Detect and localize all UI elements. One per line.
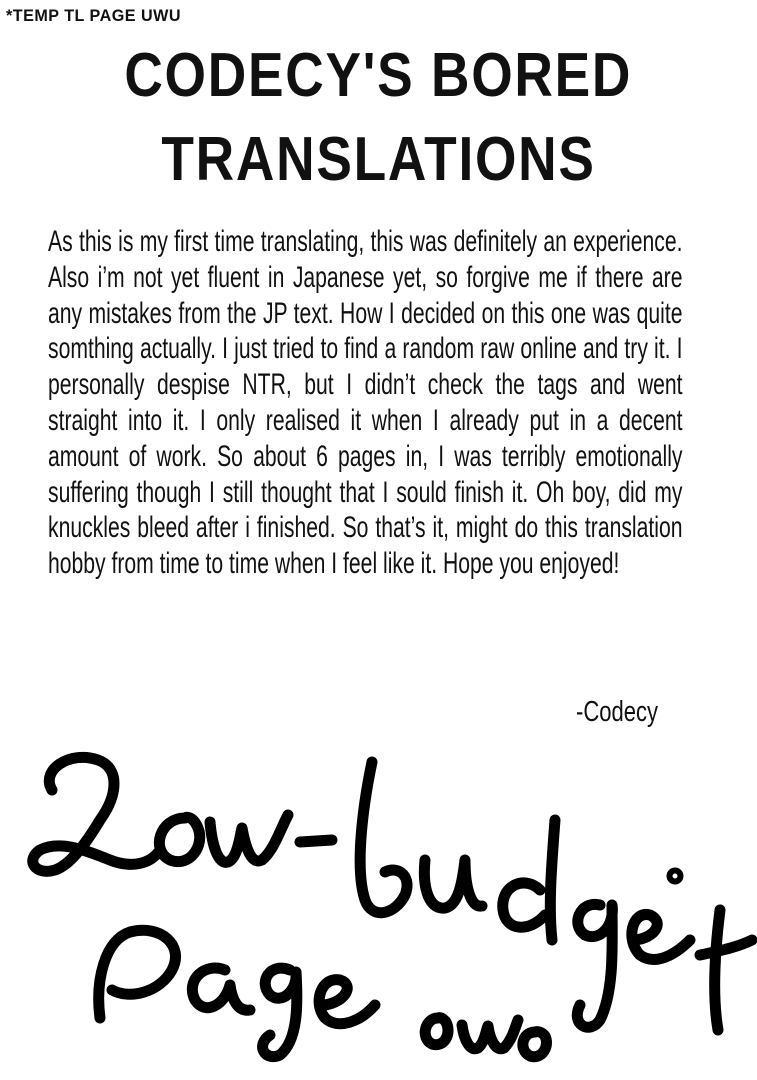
handwritten-scribble bbox=[0, 700, 757, 1080]
translator-note: As this is my first time translating, this was definitely an experience. Also i’m not yet fluent in Japanese yet, so forgive me if there are any mistakes from the JP text. How I decided on this one was quite somthing actually. I just tried to find a random raw online and try it. I personally despise NTR, but I didn’t check the tags and went straight into it. I only realised it when I already put in a decent amount of work. So about 6 pages in, I was terribly emotionally suffering though I still thought that I sould finish it. Oh boy, did my knuckles bleed after i finished. So that’s it, might do this translation hobby from time to time when I feel like it. Hope you enjoyed! bbox=[48, 225, 683, 581]
signature: -Codecy bbox=[576, 696, 659, 728]
handwritten-page-owo bbox=[99, 930, 547, 1056]
title-line-2: TRANSLATIONS bbox=[161, 125, 596, 194]
title-line-1: CODECY'S BORED bbox=[124, 41, 633, 110]
temp-tl-tag: *TEMP TL PAGE UWU bbox=[6, 6, 181, 25]
page-title bbox=[0, 34, 757, 202]
